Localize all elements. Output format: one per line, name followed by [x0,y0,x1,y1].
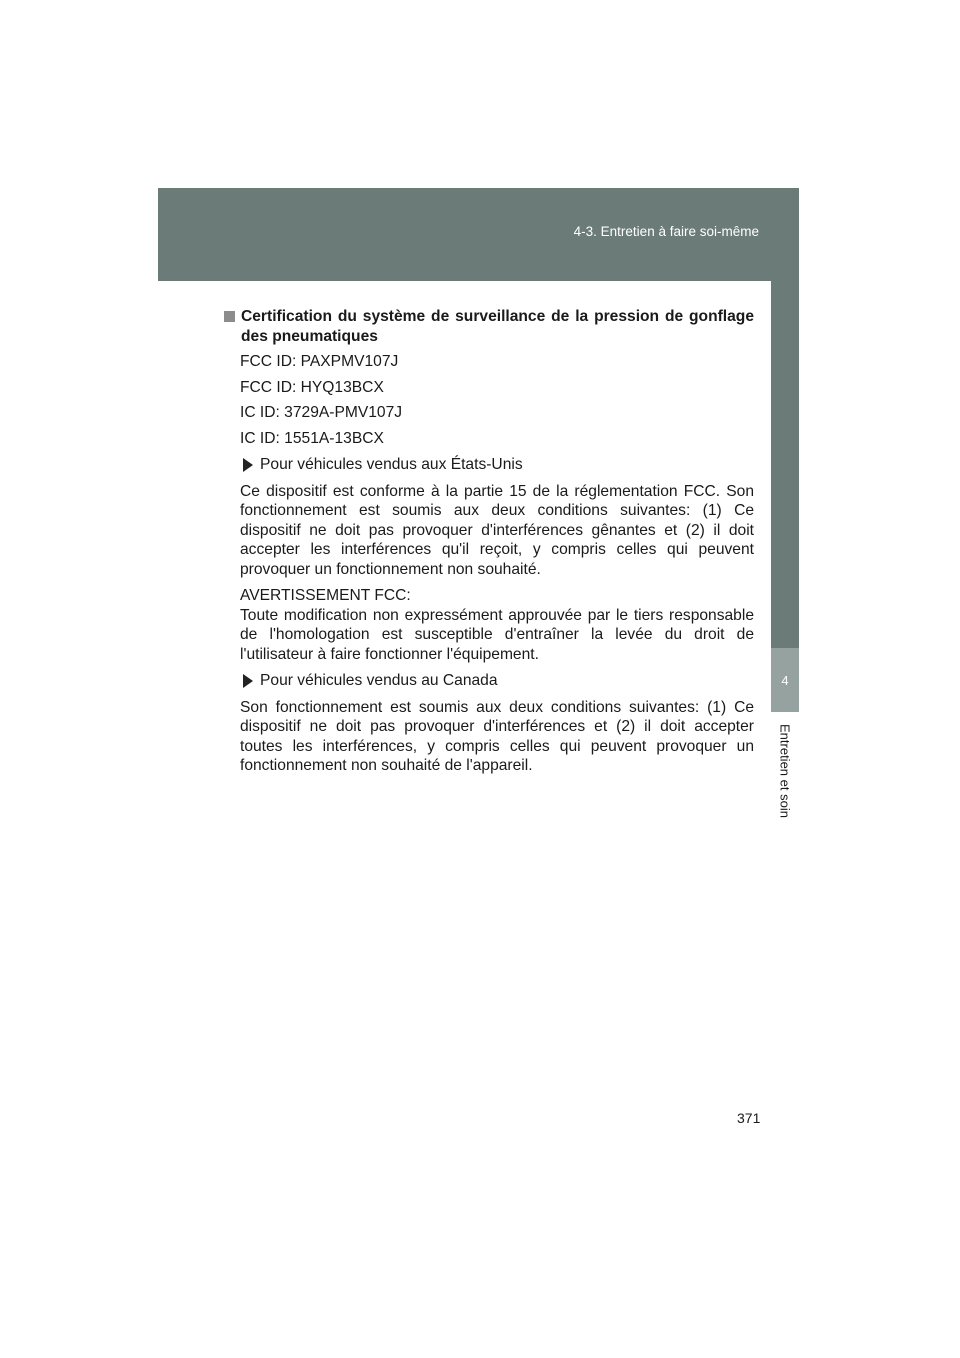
page-content [224,307,754,776]
fcc-warning [224,586,754,664]
arrow-right-icon [243,458,253,472]
square-bullet-icon [224,311,235,322]
chapter-number: 4 [781,672,789,688]
fcc-warning-title: AVERTISSEMENT FCC: [240,587,411,604]
chapter-number-tab [771,648,799,712]
side-tab-bar [771,281,799,648]
canada-label: Pour véhicules vendus au Canada [260,672,498,689]
chapter-label: Entretien et soin [777,724,793,818]
usa-label: Pour véhicules vendus aux États-Unis [260,456,523,473]
arrow-right-icon [243,674,253,688]
section-title: 4-3. Entretien à faire soi-même [573,224,759,239]
header-band [158,188,799,281]
usa-compliance-text: Ce dispositif est conforme à la partie 15 de la réglementation FCC. Son fonctionnement est soumis aux deux conditions suivantes: (1) Ce dispositif ne doit pas provoquer d'interférences gênantes et (2) il doit accepter les interférences qu'il reçoit, y compris celles qui peuvent provoquer un fonctionnement non souhaité. [240,482,754,578]
usa-subheading [224,455,754,475]
id-line: IC ID: 3729A-PMV107J [240,404,403,421]
id-line: FCC ID: PAXPMV107J [240,353,399,370]
page-number: 371 [737,1110,761,1126]
fcc-warning-text: Toute modification non expressément approuvée par le tiers responsable de l'homologation est susceptible d'entraîner la levée du droit de l'utilisateur à faire fonctionner l'équipement. [240,606,754,663]
id-line: FCC ID: HYQ13BCX [240,378,384,396]
canada-subheading [224,671,754,691]
section-heading [224,307,754,346]
chapter-label-tab [771,712,799,830]
id-line: IC ID: 1551A-13BCX [240,429,384,447]
section-heading-text: Certification du système de surveillance de la pression de gonflage des pneumatiques [241,308,754,345]
id-list [224,352,754,448]
canada-text: Son fonctionnement est soumis aux deux conditions suivantes: (1) Ce dispositif ne doit pas provoquer d'interférences et (2) il doit accepter toutes les interférences, y compris celles qui peuvent provoquer un fonctionnement non souhaité de l'appareil. [240,698,754,774]
